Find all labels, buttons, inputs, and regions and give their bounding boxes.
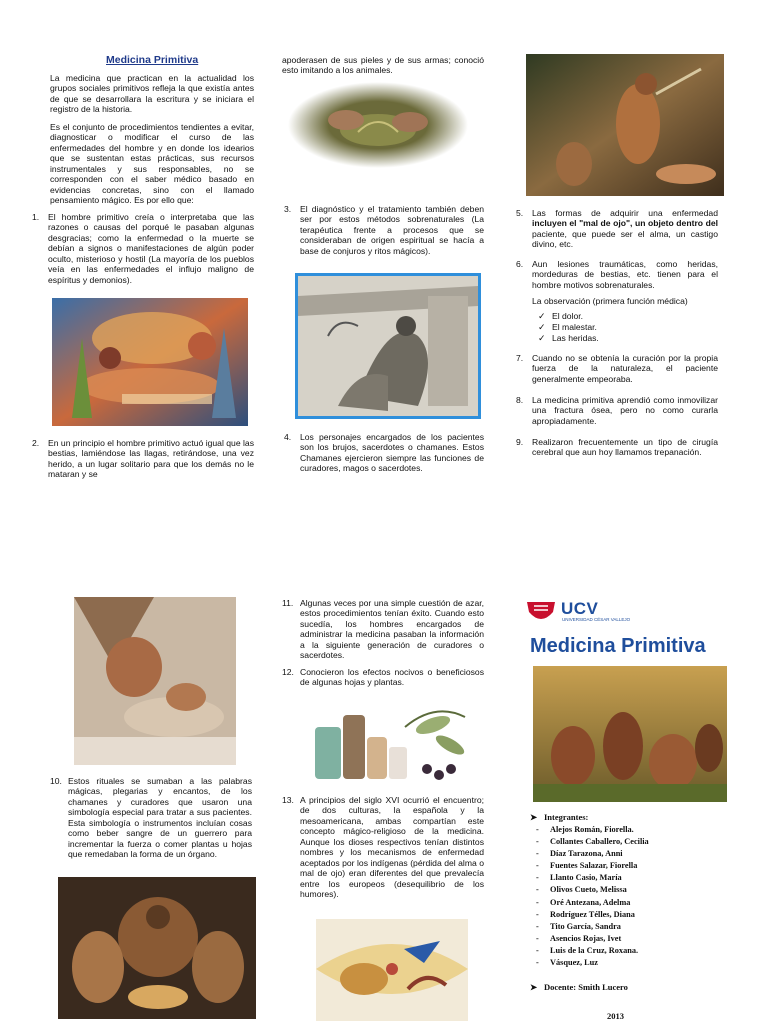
checklist-item: ✓ Las heridas.	[538, 333, 599, 343]
shaman-healing-image	[74, 597, 236, 765]
list-number: 13.	[282, 795, 294, 805]
member-item: - Oré Antezana, Adelma	[536, 897, 631, 907]
symptom-checklist	[538, 311, 599, 344]
panel-title: Medicina Primitiva	[106, 54, 199, 66]
list-number: 8.	[516, 395, 524, 405]
list-number: 9.	[516, 437, 524, 447]
dash-icon: -	[536, 825, 539, 834]
dash-icon: -	[536, 897, 539, 907]
list-item-9	[516, 437, 718, 458]
list-number: 7.	[516, 353, 524, 363]
checklist-item: ✓ El malestar.	[538, 322, 597, 332]
list-item-12	[282, 667, 484, 688]
members-label: ➤ Integrantes:	[530, 812, 589, 822]
arrow-bullet-icon: ➤	[530, 812, 538, 822]
member-item: - Asencios Rojas, Ivet	[536, 933, 622, 943]
dash-icon: -	[536, 909, 539, 919]
list-item-6	[516, 259, 718, 290]
list-item-11	[282, 598, 484, 661]
definition-paragraph: Es el conjunto de procedimientos tendientes a evitar, diagnosticar o modificar el curso de las enfermedades del hombre y en donde los idearios que se sustentan estas prácticas, sus recursos instrumentales y sus responsables, no se corresponden con el saber médico basado en evidencias concretas, sino con el llamado pensamiento mágico. Es por ello que:	[50, 122, 254, 206]
member-item: - Llanto Casio, María	[536, 873, 622, 883]
tribal-ritual-image	[58, 877, 256, 1019]
check-icon: ✓	[538, 322, 546, 332]
check-icon: ✓	[538, 311, 546, 321]
dash-icon: -	[536, 958, 539, 968]
list-item-2	[32, 438, 254, 480]
list-item-text: El diagnóstico y el tratamiento también deben ser por estos métodos sobrenaturales (La terapéutica frente a procesos que se consideraban de origen espiritual se hacía a base de conjuros y ritos mágicos).	[300, 204, 484, 256]
list-number: 12.	[282, 667, 294, 677]
check-icon: ✓	[538, 333, 546, 343]
list-item-text: Estos rituales se sumaban a las palabras mágicas, plegarias y encantos, de los chamanes y curadores que usaron una simbología especial para tratar a sus pacientes. Esta simbología o instrumentos incluían cosas como beber sangre de un guerrero para incrementar la fuerza o comer plantas u hojas que remedaban la forma de un órgano.	[68, 776, 252, 860]
member-item: - Rodríguez Télles, Diana	[536, 909, 635, 919]
list-number: 11.	[282, 598, 294, 608]
list-item-10	[50, 776, 252, 860]
list-item-text: Cuando no se obtenía la curación por la propia fuerza de la naturaleza, el paciente generalmente empeoraba.	[532, 353, 718, 384]
cover-tribe-image	[533, 666, 727, 802]
list-item-7	[516, 353, 718, 384]
list-item-text: Aun lesiones traumáticas, como heridas, mordeduras de bestias, etc. tienen para el hombre motivos sobrenaturales.	[532, 259, 718, 290]
members-list	[536, 825, 726, 970]
list-item-text: El hombre primitivo creía o interpretaba que las razones o causas del porqué le pasaban algunas desgracias; como la enfermedad o la muerte se debían a signos o manifestaciones de algún poder oculto, misterioso y hostil (La mayoría de los pueblos veía en las enfermedades el influjo maligno de espíritus y demonios).	[48, 212, 254, 285]
member-item: - Olivos Cueto, Melissa	[536, 885, 627, 895]
list-item-13	[282, 795, 484, 900]
list-item-5	[516, 208, 718, 250]
list-number: 1.	[32, 212, 40, 222]
list-item-text: A principios del siglo XVI ocurrió el encuentro; de dos culturas, la española y la mesoamericana, ambas compartían este concepto mágico-religioso de la medicina. Aunque los dioses respectivos tenían distintos nombres y los mecanismos de enfermedad aceptados por los indígenas (pérdida del alma o mal de ojo) eran diferentes del que prevalecía entre los europeos (desequilibrio de los humores).	[300, 795, 484, 900]
list-number: 2.	[32, 438, 40, 448]
dash-icon: -	[536, 933, 539, 943]
hands-grass-image	[288, 82, 468, 168]
checklist-item: ✓ El dolor.	[538, 311, 584, 321]
list-item-text: Conocieron los efectos nocivos o beneficiosos de algunas hojas y plantas.	[300, 667, 484, 688]
ucv-logo-subtitle: UNIVERSIDAD CÉSAR VALLEJO	[562, 617, 631, 622]
herbal-remedies-image	[305, 697, 471, 789]
list-number: 4.	[284, 432, 292, 442]
list-item-text: En un principio el hombre primitivo actuó igual que las bestias, lamiéndose las llagas, retirándose, una vez herido, a un lugar solitario para que los demás no le mataran y se	[48, 438, 254, 480]
list-item-3	[284, 204, 484, 256]
dash-icon: -	[536, 849, 539, 859]
member-item: - Luis de la Cruz, Roxana.	[536, 945, 639, 955]
list-number: 10.	[50, 776, 62, 786]
list-item-text: Los personajes encargados de los pacientes son los brujos, sacerdotes o chamanes. Estos Chamanes ejercieron siempre las funciones de curadores, magos o sacerdotes.	[300, 432, 484, 474]
member-item: - Collantes Caballero, Cecilia	[536, 837, 649, 847]
member-item: - Tito García, Sandra	[536, 921, 621, 931]
arrow-bullet-icon: ➤	[530, 982, 538, 992]
list-item-text: Realizaron frecuentemente un tipo de cirugía cerebral que aun hoy llamamos trepanación.	[532, 437, 718, 458]
cover-title: Medicina Primitiva	[530, 635, 706, 657]
dash-icon: -	[536, 837, 539, 847]
member-item: - Alejos Román, Fiorella.	[536, 825, 634, 834]
ucv-logo-text: UCV	[561, 599, 599, 618]
observation-label: La observación (primera función médica)	[532, 296, 688, 306]
mesoamerican-art-image	[316, 919, 468, 1021]
ucv-shield-icon	[526, 600, 556, 626]
list-number: 3.	[284, 204, 292, 214]
year-label: 2013	[607, 1011, 624, 1021]
member-item: - Fuentes Salazar, Fiorella	[536, 861, 638, 871]
mural-image	[52, 298, 248, 426]
list-number: 5.	[516, 208, 524, 218]
dash-icon: -	[536, 921, 539, 931]
list-item-4	[284, 432, 484, 474]
list-item-text: La medicina primitiva aprendió como inmovilizar una fractura ósea, pero no como curarla apropiadamente.	[532, 395, 718, 426]
dash-icon: -	[536, 873, 539, 883]
list-item-text: Algunas veces por una simple cuestión de azar, estos procedimientos tenían éxito. Cuando esto sucedía, los hombres encargados de administrar la medicina pasaban la información a la siguiente generación de curadores o sacerdotes.	[300, 598, 484, 661]
healing-painting-image	[526, 54, 724, 196]
dash-icon: -	[536, 885, 539, 895]
intro-paragraph: La medicina que practican en la actualidad los grupos sociales primitivos refleja la que existía antes de que se desarrollara la escritura y se iniciara el registro de la historia.	[50, 73, 254, 115]
list-item-1	[32, 212, 254, 285]
list-item-8	[516, 395, 718, 426]
dash-icon: -	[536, 945, 539, 955]
list-item-text: Las formas de adquirir una enfermedad incluyen el "mal de ojo", un objeto dentro del paciente, que puede ser el alma, un castigo divino, etc.	[532, 208, 718, 250]
teacher-line: ➤ Docente: Smith Lucero	[530, 982, 628, 992]
list-number: 6.	[516, 259, 524, 269]
ritual-engraving-image	[295, 273, 481, 419]
continuation-text: apoderasen de sus pieles y de sus armas; conoció esto imitando a los animales.	[282, 55, 484, 76]
member-item: - Vásquez, Luz	[536, 958, 598, 968]
member-item: - Díaz Tarazona, Anni	[536, 849, 623, 859]
dash-icon: -	[536, 861, 539, 871]
